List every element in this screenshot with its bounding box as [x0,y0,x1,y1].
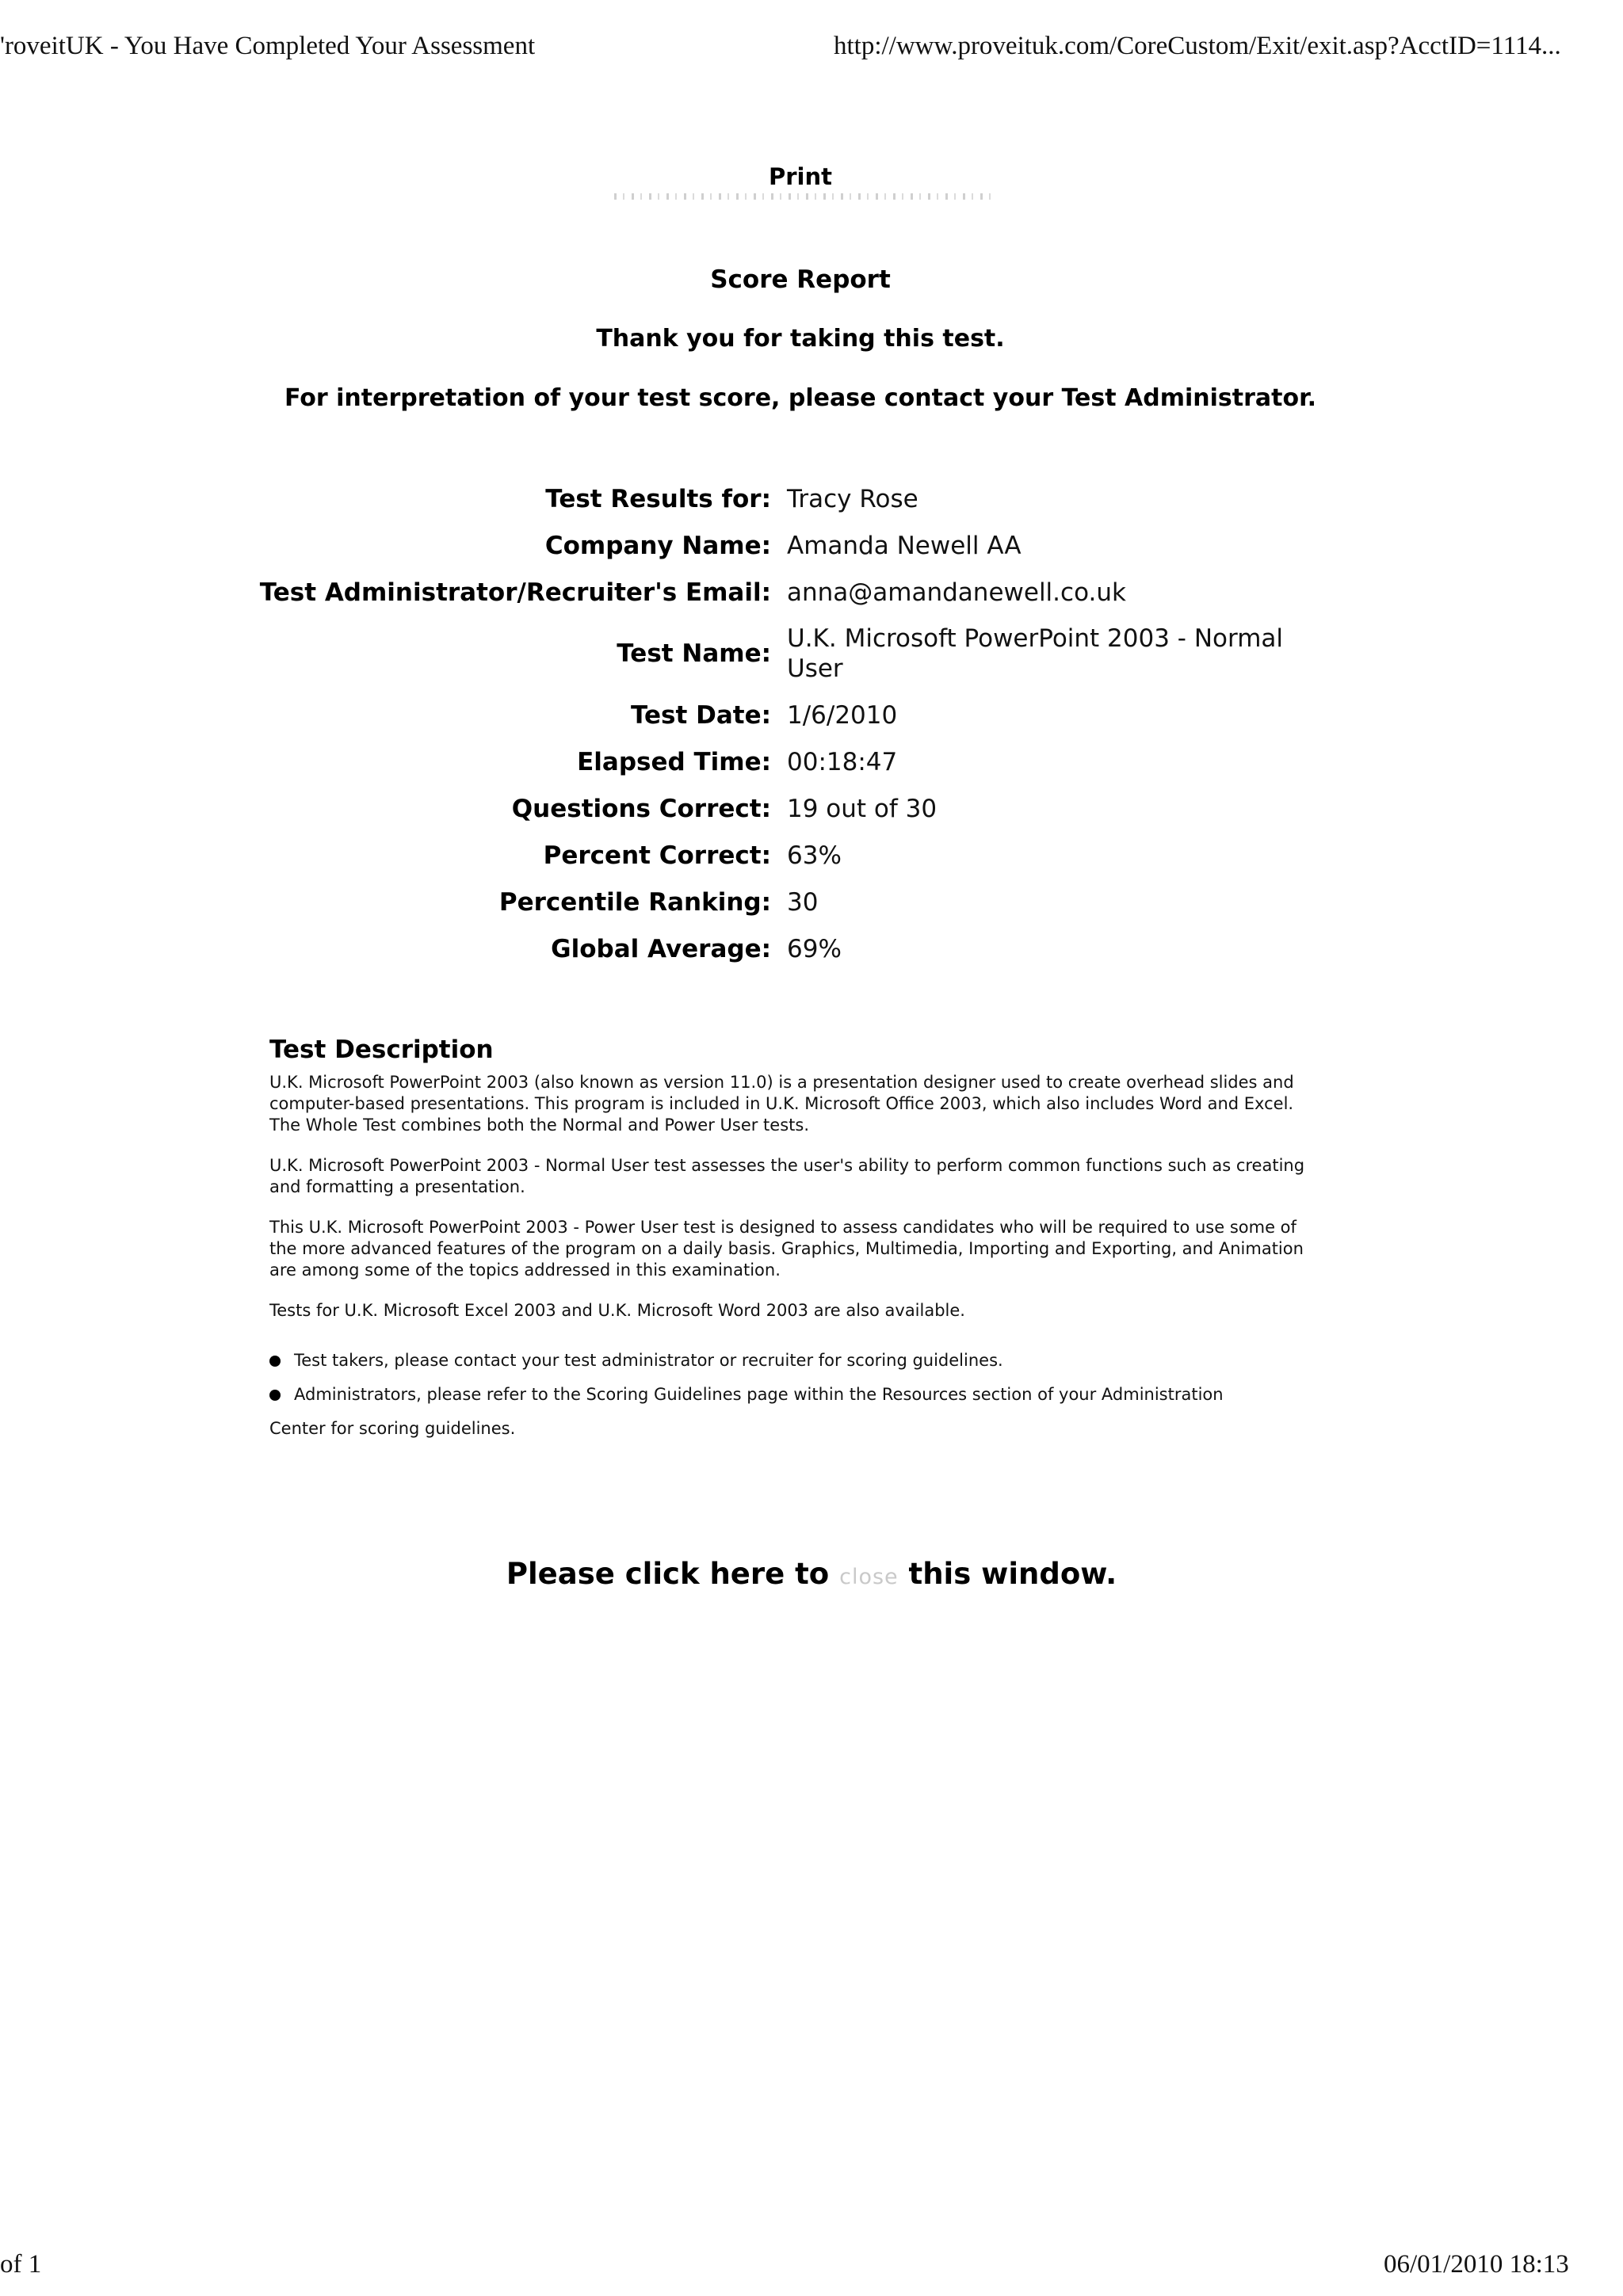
result-label: Test Date: [630,700,771,730]
result-label: Test Results for: [545,484,771,513]
result-row [0,475,1294,522]
result-value: 30 [787,887,819,917]
result-label: Test Administrator/Recruiter's Email: [259,578,771,607]
print-button[interactable]: Print [768,163,832,190]
list-item [269,1384,1308,1440]
list-item [269,1350,1308,1371]
description-heading: Test Description [269,1035,494,1064]
list-item-text: Administrators, please refer to the Scoring Guidelines page within the Resources section of your Administration [294,1385,1224,1404]
result-value: 1/6/2010 [787,700,898,730]
printed-datetime: 06/01/2010 18:13 [1384,2250,1569,2279]
bullet-icon [269,1390,281,1401]
close-window-link[interactable]: close [839,1565,899,1589]
close-window-prompt [0,1557,1623,1591]
description-paragraph: U.K. Microsoft PowerPoint 2003 (also known as version 11.0) is a presentation designer used to create overhead slides and computer-based presentations. This program is included in U.K. Microsoft Office 2003, which also includes Word and Excel. The Whole Test combines both the Normal and Power User tests. [269,1073,1294,1135]
description-paragraph: This U.K. Microsoft PowerPoint 2003 - Power User test is designed to assess candidates who will be required to use some of the more advanced features of the program on a daily basis. Graphics, Multimedia, Importing and Exporting, and Animation are among some of the topics addressed in this examination. [269,1218,1304,1280]
result-value: anna@amandanewell.co.uk [787,578,1126,607]
description-paragraph: U.K. Microsoft PowerPoint 2003 - Normal User test assesses the user's ability to perform common functions such as creating and formatting a presentation. [269,1156,1305,1196]
bullet-icon [269,1356,281,1367]
close-prompt-prefix: Please click here to [506,1557,830,1591]
result-label: Company Name: [544,531,771,560]
thanks-message: Thank you for taking this test. [596,325,1005,353]
browser-page-title: 'roveitUK - You Have Completed Your Assessment [0,32,536,60]
result-label: Percent Correct: [543,841,771,870]
result-row [0,785,1294,832]
page-title: Score Report [710,265,891,294]
guidelines-list [269,1350,1308,1440]
result-row [0,925,1294,972]
result-row [0,692,1294,738]
results-table [0,475,1294,972]
result-row [0,569,1294,616]
result-row [0,522,1294,569]
browser-url: http://www.proveituk.com/CoreCustom/Exit/exit.asp?AcctID=1114... [834,32,1561,60]
scan-artifact [614,193,993,200]
interpretation-note: For interpretation of your test score, please contact your Test Administrator. [284,384,1317,412]
result-value: 19 out of 30 [787,794,938,823]
result-row [0,616,1294,692]
result-label: Test Name: [617,639,771,668]
result-row [0,738,1294,785]
result-value: Amanda Newell AA [787,531,1022,560]
result-value: 00:18:47 [787,747,898,776]
result-label: Questions Correct: [511,794,771,823]
result-row [0,879,1294,925]
result-row [0,832,1294,879]
close-prompt-suffix: this window. [908,1557,1117,1591]
list-item-text: Test takers, please contact your test administrator or recruiter for scoring guidelines. [294,1351,1003,1370]
page-counter: of 1 [0,2250,42,2279]
result-value: 69% [787,934,842,963]
test-description [269,1034,1308,1452]
description-paragraph: Tests for U.K. Microsoft Excel 2003 and U.K. Microsoft Word 2003 are also available. [269,1301,965,1320]
result-value: Tracy Rose [787,484,918,513]
list-item-continuation: Center for scoring guidelines. [269,1419,516,1438]
result-label: Percentile Ranking: [498,887,771,917]
result-label: Elapsed Time: [577,747,771,776]
result-label: Global Average: [551,934,771,963]
result-value: U.K. Microsoft PowerPoint 2003 - Normal User [787,624,1284,683]
result-value: 63% [787,841,842,870]
